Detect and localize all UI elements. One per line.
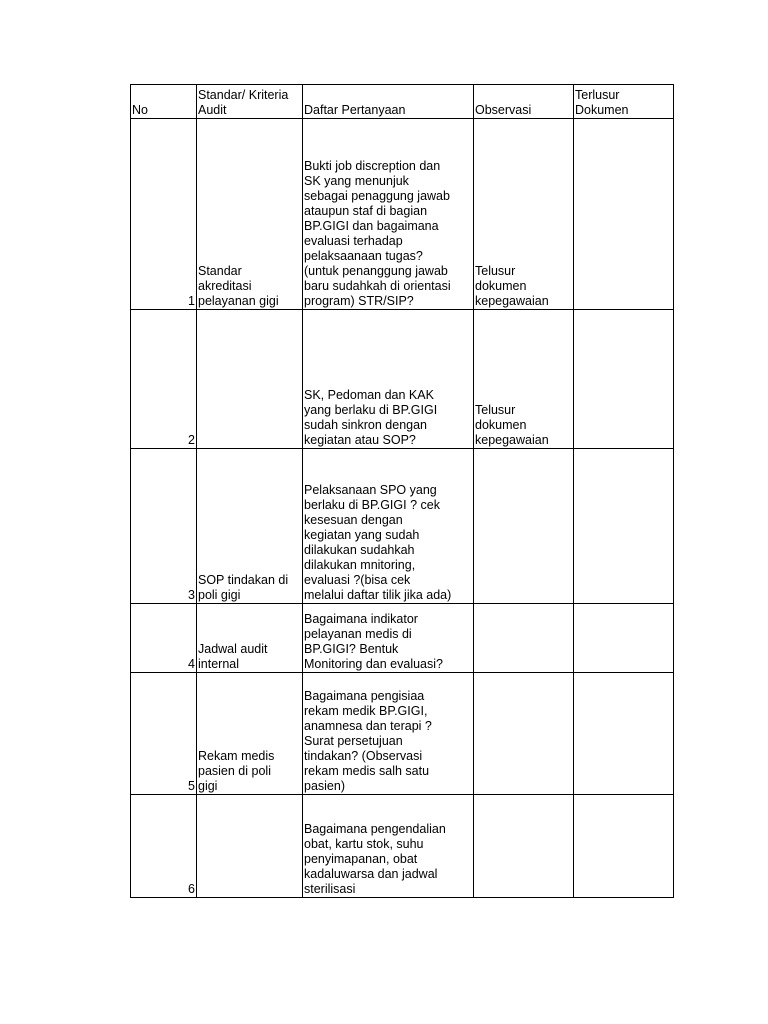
row-pertanyaan: Bagaimana indikator pelayanan medis di BP.GIGI? Bentuk Monitoring dan evaluasi? (303, 604, 474, 673)
header-pertanyaan: Daftar Pertanyaan (303, 85, 474, 119)
row-pertanyaan: Bagaimana pengisiaa rekam medik BP.GIGI, anamnesa dan terapi ? Surat persetujuan tindakan? (Observasi rekam medis salh satu pasien) (303, 673, 474, 795)
row-dokumen (574, 119, 674, 310)
row-pertanyaan: Bagaimana pengendalian obat, kartu stok, suhu penyimapanan, obat kadaluwarsa dan jadwal sterilisasi (303, 795, 474, 898)
row-observasi (474, 673, 574, 795)
row-number: 3 (131, 449, 197, 604)
row-observasi: Telusur dokumen kepegawaian (474, 310, 574, 449)
row-observasi (474, 604, 574, 673)
row-standar (197, 795, 303, 898)
header-observasi: Observasi (474, 85, 574, 119)
table-row (131, 310, 674, 449)
row-pertanyaan: Bukti job discreption dan SK yang menunjuk sebagai penaggung jawab ataupun staf di bagian BP.GIGI dan bagaimana evaluasi terhadap pelaksaanaan tugas? (untuk penanggung jawab baru sudahkah di orientasi program) STR/SIP? (303, 119, 474, 310)
row-dokumen (574, 795, 674, 898)
row-observasi (474, 449, 574, 604)
row-dokumen (574, 310, 674, 449)
row-standar: Jadwal audit internal (197, 604, 303, 673)
row-dokumen (574, 604, 674, 673)
row-dokumen (574, 673, 674, 795)
row-pertanyaan: Pelaksanaan SPO yang berlaku di BP.GIGI ? cek kesesuan dengan kegiatan yang sudah dilakukan sudahkah dilakukan mnitoring, evaluasi ?(bisa cek melalui daftar tilik jika ada) (303, 449, 474, 604)
row-standar: Rekam medis pasien di poli gigi (197, 673, 303, 795)
header-standar: Standar/ Kriteria Audit (197, 85, 303, 119)
header-dokumen: Terlusur Dokumen (574, 85, 674, 119)
table-row (131, 119, 674, 310)
row-standar: SOP tindakan di poli gigi (197, 449, 303, 604)
table-row (131, 795, 674, 898)
row-standar (197, 310, 303, 449)
row-observasi (474, 795, 574, 898)
row-number: 1 (131, 119, 197, 310)
header-no: No (131, 85, 197, 119)
table-header-row (131, 85, 674, 119)
row-number: 2 (131, 310, 197, 449)
row-number: 5 (131, 673, 197, 795)
row-observasi: Telusur dokumen kepegawaian (474, 119, 574, 310)
row-standar: Standar akreditasi pelayanan gigi (197, 119, 303, 310)
row-dokumen (574, 449, 674, 604)
table-row (131, 604, 674, 673)
table-row (131, 673, 674, 795)
audit-table (130, 84, 674, 898)
row-pertanyaan: SK, Pedoman dan KAK yang berlaku di BP.GIGI sudah sinkron dengan kegiatan atau SOP? (303, 310, 474, 449)
row-number: 4 (131, 604, 197, 673)
table-row (131, 449, 674, 604)
row-number: 6 (131, 795, 197, 898)
